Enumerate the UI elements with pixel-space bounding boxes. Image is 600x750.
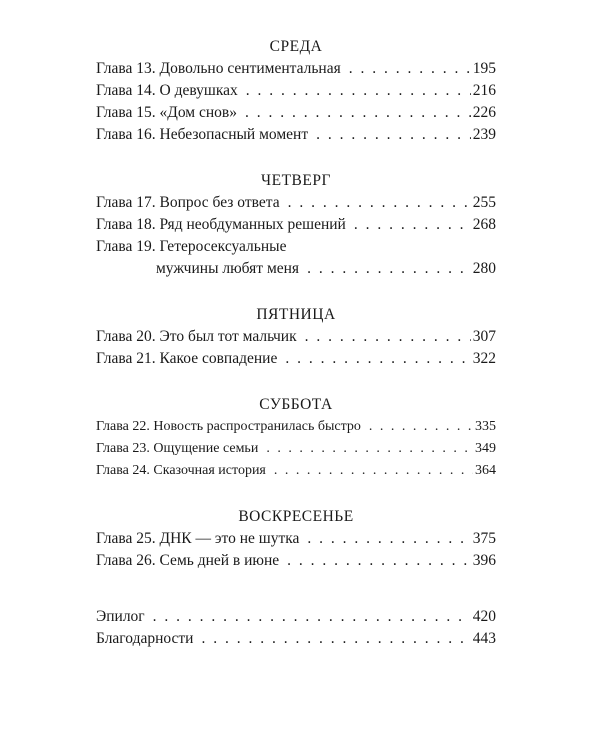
section-sunday: [96, 506, 496, 572]
dot-leader: [307, 258, 471, 280]
dot-leader: [245, 102, 471, 124]
chapter-title: Какое совпадение: [159, 350, 278, 367]
toc-entry[interactable]: [96, 326, 496, 348]
toc-entry[interactable]: [96, 348, 496, 370]
back-matter: [96, 606, 496, 650]
chapter-title-continuation: мужчины любят меня: [156, 260, 300, 277]
section-friday: [96, 304, 496, 370]
dot-leader: [246, 80, 471, 102]
dot-leader: [305, 326, 471, 348]
page-number: 226: [472, 104, 496, 121]
page-number: 307: [472, 328, 496, 345]
dot-leader: [266, 438, 473, 460]
chapter-number: Глава 24.: [96, 463, 150, 478]
table-of-contents: [96, 36, 496, 650]
section-saturday: [96, 394, 496, 482]
dot-leader: [285, 348, 470, 370]
toc-entry[interactable]: [96, 236, 496, 280]
dot-leader: [354, 214, 471, 236]
page-number: 396: [472, 552, 496, 569]
toc-entry[interactable]: [96, 58, 496, 80]
chapter-title: ДНК — это не шутка: [159, 530, 300, 547]
toc-entry[interactable]: [96, 214, 496, 236]
toc-entry[interactable]: [96, 460, 496, 482]
chapter-number: Глава 16.: [96, 126, 156, 143]
toc-entry[interactable]: [96, 550, 496, 572]
page-number: 195: [472, 60, 496, 77]
chapter-number: Глава 20.: [96, 328, 156, 345]
chapter-number: Глава 17.: [96, 194, 156, 211]
toc-entry[interactable]: [96, 102, 496, 124]
section-title: ПЯТНИЦА: [256, 306, 336, 323]
page-number: 280: [472, 260, 496, 277]
chapter-title: О девушках: [159, 82, 238, 99]
dot-leader: [201, 628, 470, 650]
chapter-title: Ощущение семьи: [153, 441, 259, 456]
page-number: 268: [472, 216, 496, 233]
page-number: 364: [475, 463, 496, 478]
chapter-number: Глава 19.: [96, 238, 156, 255]
entry-title: Благодарности: [96, 630, 194, 647]
chapter-number: Глава 23.: [96, 441, 150, 456]
page-number: 322: [472, 350, 496, 367]
page-number: 349: [475, 441, 496, 456]
toc-entry-acknowledgments[interactable]: [96, 628, 496, 650]
chapter-number: Глава 26.: [96, 552, 156, 569]
dot-leader: [287, 550, 471, 572]
section-title: СУББОТА: [259, 396, 333, 413]
toc-entry[interactable]: [96, 416, 496, 438]
chapter-title: Ряд необдуманных решений: [159, 216, 346, 233]
page-number: 216: [472, 82, 496, 99]
page-number: 335: [475, 419, 496, 434]
entry-title: Эпилог: [96, 608, 145, 625]
toc-entry[interactable]: [96, 528, 496, 550]
page-number: 255: [472, 194, 496, 211]
section-title: ЧЕТВЕРГ: [261, 172, 331, 189]
toc-entry[interactable]: [96, 438, 496, 460]
dot-leader: [274, 460, 473, 482]
dot-leader: [288, 192, 471, 214]
chapter-title: «Дом снов»: [159, 104, 237, 121]
page-number: 239: [472, 126, 496, 143]
dot-leader: [316, 124, 471, 146]
chapter-title: Сказочная история: [153, 463, 266, 478]
section-wednesday: [96, 36, 496, 146]
chapter-title: Гетеросексуальные: [159, 238, 287, 255]
toc-entry[interactable]: [96, 192, 496, 214]
section-title: СРЕДА: [269, 38, 323, 55]
chapter-title: Семь дней в июне: [159, 552, 280, 569]
dot-leader: [349, 58, 471, 80]
chapter-title: Новость распространилась быстро: [153, 419, 361, 434]
toc-entry-epilogue[interactable]: [96, 606, 496, 628]
section-title: ВОСКРЕСЕНЬЕ: [238, 508, 354, 525]
chapter-number: Глава 25.: [96, 530, 156, 547]
chapter-title: Вопрос без ответа: [159, 194, 280, 211]
dot-leader: [307, 528, 470, 550]
dot-leader: [369, 416, 473, 438]
chapter-number: Глава 21.: [96, 350, 156, 367]
page-number: 375: [472, 530, 496, 547]
chapter-number: Глава 22.: [96, 419, 150, 434]
chapter-title: Довольно сентиментальная: [159, 60, 341, 77]
page-number: 420: [472, 608, 496, 625]
chapter-number: Глава 13.: [96, 60, 156, 77]
chapter-number: Глава 14.: [96, 82, 156, 99]
dot-leader: [153, 606, 471, 628]
chapter-title: Это был тот мальчик: [159, 328, 297, 345]
chapter-number: Глава 18.: [96, 216, 156, 233]
chapter-number: Глава 15.: [96, 104, 156, 121]
page-number: 443: [472, 630, 496, 647]
toc-entry[interactable]: [96, 80, 496, 102]
toc-entry[interactable]: [96, 124, 496, 146]
section-thursday: [96, 170, 496, 280]
chapter-title: Небезопасный момент: [159, 126, 309, 143]
